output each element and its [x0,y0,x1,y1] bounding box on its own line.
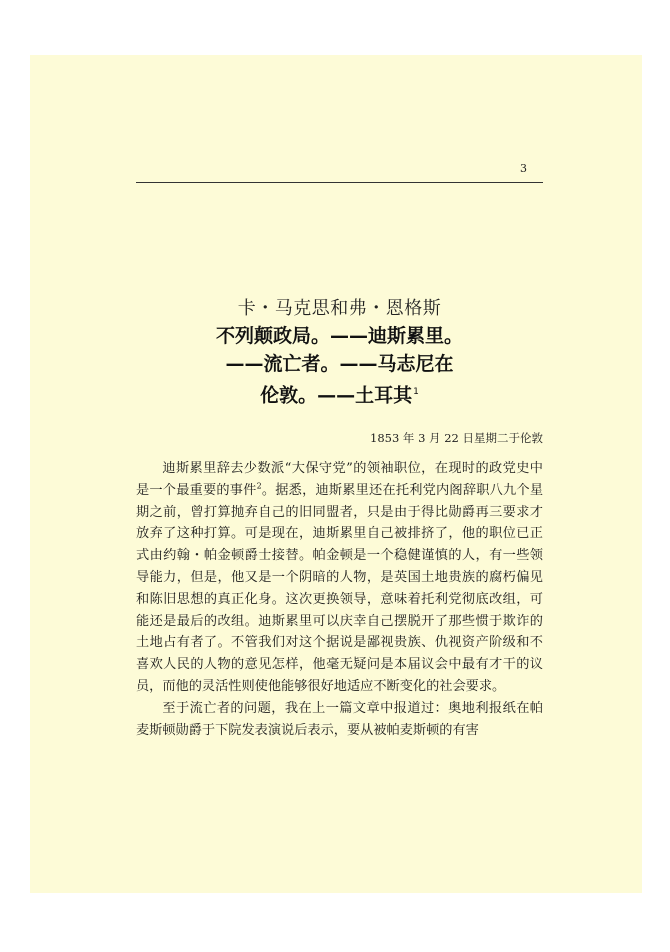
page-number: 3 [520,162,527,175]
paragraph-1-part-1: 迪斯累里辞去少数派“大保守党”的领袖职位，在现时的政党史中是一个最重要的事件 [136,461,543,498]
article-authors: 卡・马克思和弗・恩格斯 [237,298,442,319]
dateline: 1853 年 3 月 22 日星期二于伦敦 [370,431,543,445]
article-body [136,458,543,741]
title-line-2: ——流亡者。——马志尼在 [225,353,454,375]
title-line-3 [136,378,543,409]
paragraph-2: 至于流亡者的问题，我在上一篇文章中报道过：奥地利报纸在帕麦斯顿勋爵于下院发表演说后表示，要从被帕麦斯顿的有害 [136,700,543,738]
header-rule [136,182,543,183]
paragraph-1 [136,458,543,698]
title-line-3-text: 伦敦。——土耳其 [260,384,413,407]
title-line-1: 不列颠政局。——迪斯累里。 [215,325,463,347]
paragraph-1-part-2: 。据悉，迪斯累里还在托利党内阁辞职八九个星期之前，曾打算抛弃自己的旧同盟者，只是由于得比勋爵再三要求才放弃了这种打算。可是现在，迪斯累里自己被排挤了，他的职位已正式由约翰・帕金顿爵士接替。帕金顿是一个稳健谨慎的人，有一些领导能力，但是，他又是一个阴暗的人物，是英国土地贵族的腐朽偏见和陈旧思想的真正化身。这次更换领导，意味着托利党彻底改组，可能还是最后的改组。迪斯累里可以庆幸自己摆脱开了那些惯于欺诈的土地占有者了。不管我们对这个据说是鄙视贵族、仇视资产阶级和不喜欢人民的人物的意见怎样，他毫无疑问是本届议会中最有才干的议员，而他的灵活性则使他能够很好地适应不断变化的社会要求。 [136,482,544,694]
title-footnote-marker[interactable]: 1 [413,387,419,397]
footnote-marker-2[interactable]: 2 [256,481,262,491]
article-title [136,322,543,409]
